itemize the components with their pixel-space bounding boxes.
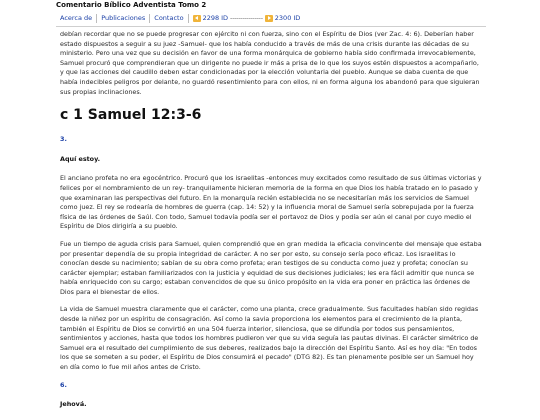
commentary-paragraph-2: Fue un tiempo de aguda crisis para Samuel, quien comprendió que en gran medida la eficacia convincente del mensaje que estaba por presentar dependía de su propia integridad de carácter. A no ser por esto, su consejo sería poco eficaz. Los israelitas lo conocían desde su nacimiento; sabían de su obra como profeta; eran testigos de su conducta como juez y profeta; conocían su carácter ejemplar; estaban familiarizados con la justicia y equidad de sus decisiones judiciales; les era fácil admitir que nunca se había enriquecido con su cargo; estaban convencidos de que su único propósito en la vida era poner en práctica las órdenes de Dios para el bienestar de ellos. [60, 239, 482, 296]
commentary-paragraph-3: La vida de Samuel muestra claramente que el carácter, como una planta, crece gradualmente. Sus facultades habían sido regidas desde la niñez por un espíritu de consagración. Así como la savia proporciona los elementos para el crecimiento de la planta, también el Espíritu de Dios se convirtió en una 504 fuerza interior, silenciosa, que se difundía por todos sus pensamientos, sentimientos y acciones, hasta que todos los hombres pudieron ver que su vida seguía las pautas divinas. El carácter simétrico de Samuel era el resultado del cumplimiento de sus deberes, realizados bajo la dirección del Espíritu Santo. Así es hoy día: "En todos los que se someten a su poder, el Espíritu de Dios consumirá el pecado" (DTG 82). Es tan plenamente posible ser un Samuel hoy en día como lo fue mil años antes de Cristo. [60, 305, 479, 372]
page-header [0, 0, 540, 27]
intro-paragraph: debían recordar que no se puede progresar con ejército ni con fuerza, sino con el Espíritu de Dios (ver Zac. 4: 6). Deberían haber estado dispuestos a seguir a su juez -Samuel- que los había conducido a través de más de una crisis durante las décadas de su ministerio. Pero una vez que su decisión en favor de una forma monárquica de gobierno había sido confirmada irrevocablemente, Samuel procuró que comprendieran que un dirigente no puede ir más a prisa de lo que los suyos estén dispuestos a acompañarlo, y que las acciones del caudillo deben estar condicionadas por la elección voluntaria del pueblo. Aunque se daba cuenta de que había indecibles peligros por delante, no guardó resentimiento para con ellos, ni en forma alguna los abandonó para que siguieran sus propias inclinaciones. [60, 30, 480, 96]
pager-dashes: ---------------- [230, 14, 263, 22]
nav-about-link[interactable]: Acerca de [60, 14, 93, 22]
previous-page-link[interactable]: 2298 [202, 14, 220, 22]
commentary-paragraph-1: El anciano profeta no era egocéntrico. Procuró que los israelitas -entonces muy excitados como resultado de sus últimas victorias y felices por el nombramiento de un rey- tranquilamente hicieran memoria de la forma en que Dios los había tratado en lo pasado y que examinaran las perspectivas del futuro. En la monarquía recién establecida no se necesitarían más los servicios de Samuel como juez. El rey se rodearía de hombres de guerra (cap. 14: 52) y la influencia moral de Samuel sería sobrepujada por la fuerza física de las órdenes de Saúl. Con todo, Samuel todavía podía ser el portavoz de Dios y podía ser aún el canal por cuyo medio el Espíritu de Dios dirigiría a su pueblo. [60, 174, 482, 231]
top-nav [56, 12, 300, 24]
verse-heading-6: Jehová. [60, 400, 87, 409]
article-content [60, 30, 482, 420]
verse-heading-3: Aquí estoy. [60, 154, 101, 163]
previous-page-id: ID [221, 14, 229, 22]
verse-number-6: 6. [60, 380, 67, 389]
section-heading: c 1 Samuel 12:3-6 [60, 107, 202, 124]
next-page-link[interactable]: 2300 [274, 14, 292, 22]
previous-page-icon[interactable] [193, 15, 201, 22]
next-page-id: ID [293, 14, 301, 22]
app-title: Comentario Bíblico Adventista Tomo 2 [56, 1, 207, 9]
nav-publications-link[interactable]: Publicaciones [101, 14, 146, 22]
page-pager [189, 14, 301, 22]
nav-contact-link[interactable]: Contacto [154, 14, 184, 22]
verse-number-3: 3. [60, 135, 67, 144]
header-divider [56, 26, 486, 27]
next-page-icon[interactable] [265, 15, 273, 22]
